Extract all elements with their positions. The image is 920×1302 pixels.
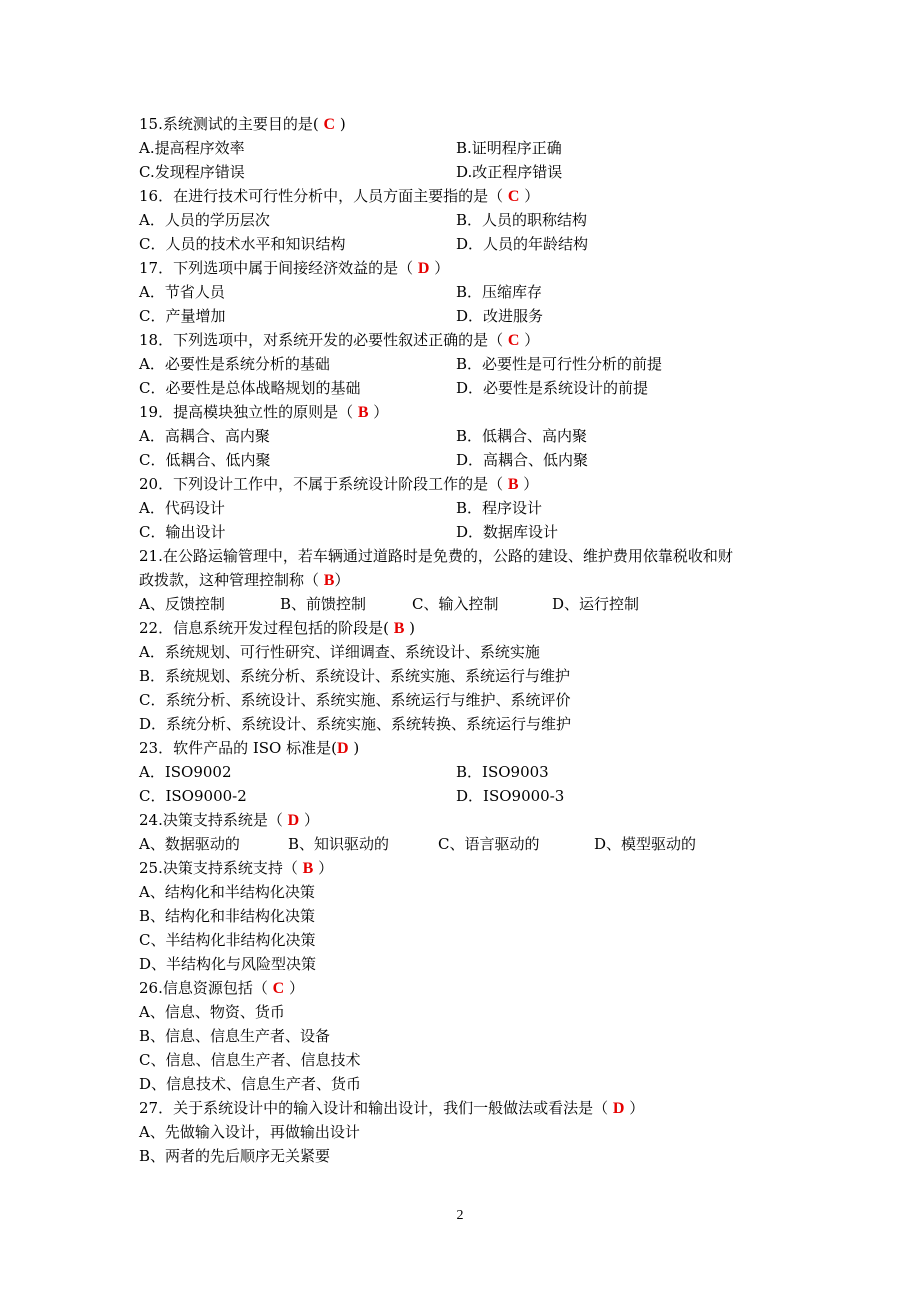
- option-19a: A．高耦合、高内聚: [139, 427, 270, 445]
- option-22c: C．系统分析、系统设计、系统实施、系统运行与维护、系统评价: [139, 691, 571, 709]
- question-16: 16．在进行技术可行性分析中，人员方面主要指的是（ C ）: [139, 187, 540, 205]
- answer-23: D: [336, 740, 349, 757]
- option-20a: A．代码设计: [139, 499, 225, 517]
- option-15a: A.提高程序效率: [139, 139, 245, 157]
- option-23a: A．ISO9002: [139, 763, 232, 781]
- question-27: 27．关于系统设计中的输入设计和输出设计，我们一般做法或看法是（ D ）: [139, 1099, 645, 1117]
- option-19b: B．低耦合、高内聚: [456, 427, 588, 445]
- option-21d: D、运行控制: [552, 595, 640, 613]
- answer-17: D: [417, 260, 430, 277]
- option-17c: C．产量增加: [139, 307, 226, 325]
- answer-27: D: [612, 1100, 625, 1117]
- option-15c: C.发现程序错误: [139, 163, 245, 181]
- option-25c: C、半结构化非结构化决策: [139, 931, 316, 949]
- option-23c: C．ISO9000-2: [139, 787, 247, 805]
- option-26c: C、信息、信息生产者、信息技术: [139, 1051, 361, 1069]
- option-25a: A、结构化和半结构化决策: [139, 883, 315, 901]
- option-18b: B．必要性是可行性分析的前提: [456, 355, 663, 373]
- option-25d: D、半结构化与风险型决策: [139, 955, 317, 973]
- option-18d: D．必要性是系统设计的前提: [456, 379, 649, 397]
- option-21c: C、输入控制: [412, 595, 499, 613]
- answer-26: C: [272, 980, 285, 997]
- option-26d: D、信息技术、信息生产者、货币: [139, 1075, 362, 1093]
- option-24b: B、知识驱动的: [288, 835, 390, 853]
- option-15b: B.证明程序正确: [456, 139, 562, 157]
- option-18c: C．必要性是总体战略规划的基础: [139, 379, 361, 397]
- answer-22: B: [393, 620, 405, 637]
- question-20: 20．下列设计工作中，不属于系统设计阶段工作的是（ B ）: [139, 475, 539, 493]
- question-26: 26.信息资源包括（ C ）: [139, 979, 304, 997]
- option-24a: A、数据驱动的: [139, 835, 240, 853]
- option-23b: B．ISO9003: [456, 763, 549, 781]
- option-19d: D．高耦合、低内聚: [456, 451, 589, 469]
- question-25: 25.决策支持系统支持（ B ）: [139, 859, 334, 877]
- question-18: 18．下列选项中，对系统开发的必要性叙述正确的是（ C ）: [139, 331, 540, 349]
- option-20c: C．输出设计: [139, 523, 226, 541]
- option-23d: D．ISO9000-3: [456, 787, 565, 805]
- option-24d: D、模型驱动的: [594, 835, 697, 853]
- option-21a: A、反馈控制: [139, 595, 225, 613]
- answer-25: B: [302, 860, 314, 877]
- option-16b: B．人员的职称结构: [456, 211, 588, 229]
- option-18a: A．必要性是系统分析的基础: [139, 355, 330, 373]
- answer-16: C: [507, 188, 520, 205]
- option-22a: A．系统规划、可行性研究、详细调查、系统设计、系统实施: [139, 643, 540, 661]
- option-26b: B、信息、信息生产者、设备: [139, 1027, 331, 1045]
- option-19c: C．低耦合、低内聚: [139, 451, 271, 469]
- option-16a: A．人员的学历层次: [139, 211, 270, 229]
- question-15: 15.系统测试的主要目的是( C ): [139, 115, 346, 133]
- question-24: 24.决策支持系统是（ D ）: [139, 811, 319, 829]
- answer-20: B: [507, 476, 519, 493]
- option-15d: D.改正程序错误: [456, 163, 563, 181]
- option-17b: B．压缩库存: [456, 283, 543, 301]
- question-17: 17．下列选项中属于间接经济效益的是（ D ）: [139, 259, 450, 277]
- answer-15: C: [323, 116, 336, 133]
- answer-18: C: [507, 332, 520, 349]
- page-number: 2: [456, 1208, 464, 1223]
- question-23: 23．软件产品的 ISO 标准是(D ): [139, 739, 360, 757]
- option-22d: D．系统分析、系统设计、系统实施、系统转换、系统运行与维护: [139, 715, 572, 733]
- question-22: 22．信息系统开发过程包括的阶段是( B ): [139, 619, 416, 637]
- option-25b: B、结构化和非结构化决策: [139, 907, 316, 925]
- question-21-cont: 政拨款，这种管理控制称（ B）: [139, 571, 350, 589]
- option-20d: D．数据库设计: [456, 523, 559, 541]
- question-19: 19．提高模块独立性的原则是（ B ）: [139, 403, 389, 421]
- option-26a: A、信息、物资、货币: [139, 1003, 285, 1021]
- option-21b: B、前馈控制: [280, 595, 367, 613]
- answer-21: B: [323, 572, 335, 589]
- option-27a: A、先做输入设计，再做输出设计: [139, 1123, 360, 1141]
- option-17a: A．节省人员: [139, 283, 225, 301]
- option-24c: C、语言驱动的: [438, 835, 540, 853]
- option-22b: B．系统规划、系统分析、系统设计、系统实施、系统运行与维护: [139, 667, 571, 685]
- answer-24: D: [287, 812, 300, 829]
- option-16d: D．人员的年龄结构: [456, 235, 589, 253]
- question-21: 21.在公路运输管理中，若车辆通过道路时是免费的，公路的建设、维护费用依靠税收和财: [139, 547, 733, 565]
- answer-19: B: [357, 404, 369, 421]
- option-27b: B、两者的先后顺序无关紧要: [139, 1147, 331, 1165]
- option-17d: D．改进服务: [456, 307, 544, 325]
- option-20b: B．程序设计: [456, 499, 543, 517]
- option-16c: C．人员的技术水平和知识结构: [139, 235, 346, 253]
